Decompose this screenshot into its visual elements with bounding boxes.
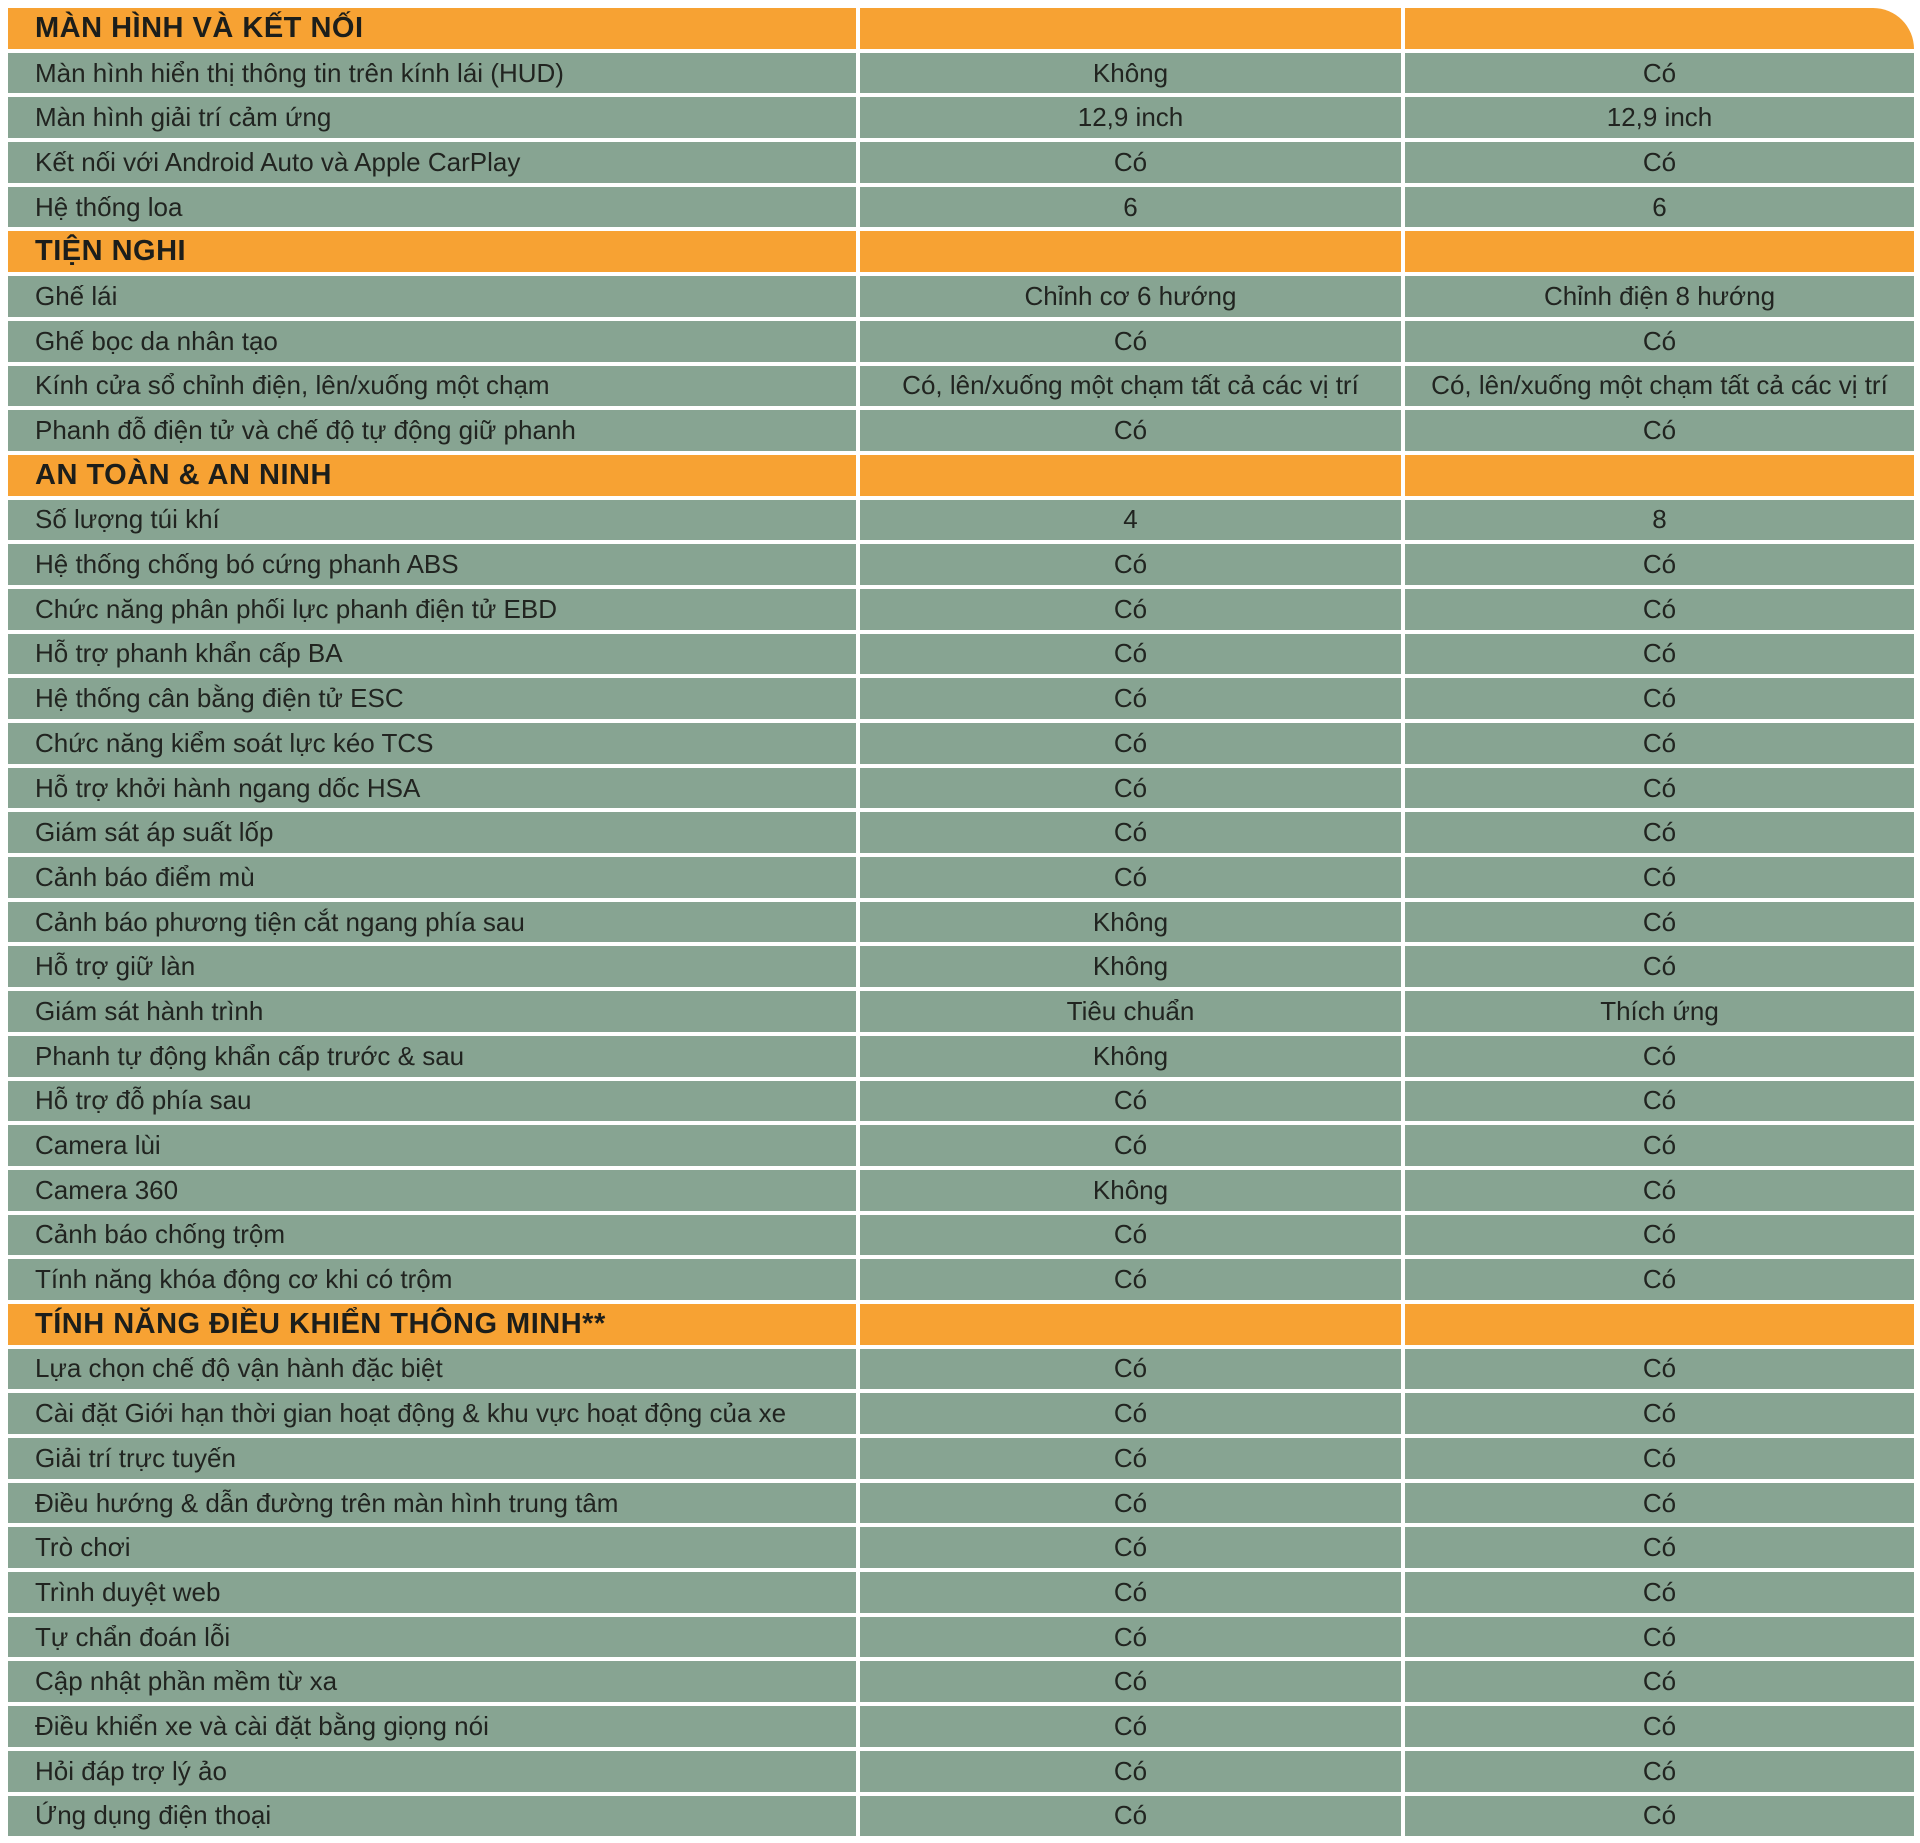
section-header-fill <box>1405 231 1914 272</box>
feature-label: Kết nối với Android Auto và Apple CarPlay <box>8 142 856 183</box>
variant-a-value: Có <box>860 1215 1401 1256</box>
feature-label: Hệ thống cân bằng điện tử ESC <box>8 678 856 719</box>
variant-a-value: Không <box>860 1170 1401 1211</box>
feature-label: Trình duyệt web <box>8 1572 856 1613</box>
section-header: MÀN HÌNH VÀ KẾT NỐI <box>8 8 856 49</box>
feature-label: Hỗ trợ đỗ phía sau <box>8 1081 856 1122</box>
variant-a-value: Không <box>860 53 1401 94</box>
section-header: TIỆN NGHI <box>8 231 856 272</box>
variant-b-value: Có <box>1405 321 1914 362</box>
variant-a-value: Không <box>860 946 1401 987</box>
section-header-fill <box>860 231 1401 272</box>
variant-b-value: Thích ứng <box>1405 991 1914 1032</box>
variant-a-value: Có <box>860 1259 1401 1300</box>
feature-label: Hệ thống chống bó cứng phanh ABS <box>8 544 856 585</box>
variant-a-value: Có <box>860 1349 1401 1390</box>
variant-a-value: Có <box>860 1617 1401 1658</box>
feature-label: Hỏi đáp trợ lý ảo <box>8 1751 856 1792</box>
variant-b-value: Có <box>1405 410 1914 451</box>
feature-label: Trò chơi <box>8 1527 856 1568</box>
variant-b-value: Có <box>1405 1438 1914 1479</box>
variant-b-value: Có <box>1405 544 1914 585</box>
variant-a-value: Có <box>860 142 1401 183</box>
variant-b-value: Có <box>1405 1483 1914 1524</box>
variant-b-value: 8 <box>1405 500 1914 541</box>
variant-a-value: Có <box>860 544 1401 585</box>
feature-label: Tính năng khóa động cơ khi có trộm <box>8 1259 856 1300</box>
variant-a-value: Có <box>860 812 1401 853</box>
section-header-fill <box>860 455 1401 496</box>
variant-b-value: Có <box>1405 1661 1914 1702</box>
feature-label: Chức năng kiểm soát lực kéo TCS <box>8 723 856 764</box>
feature-label: Ghế lái <box>8 276 856 317</box>
variant-a-value: Có <box>860 1572 1401 1613</box>
variant-a-value: Có <box>860 321 1401 362</box>
variant-a-value: 4 <box>860 500 1401 541</box>
section-header-fill <box>1405 1304 1914 1345</box>
feature-label: Hỗ trợ khởi hành ngang dốc HSA <box>8 768 856 809</box>
variant-b-value: Có <box>1405 1572 1914 1613</box>
feature-label: Hỗ trợ giữ làn <box>8 946 856 987</box>
section-header: TÍNH NĂNG ĐIỀU KHIỂN THÔNG MINH** <box>8 1304 856 1345</box>
variant-a-value: 12,9 inch <box>860 97 1401 138</box>
variant-a-value: Không <box>860 902 1401 943</box>
feature-label: Cảnh báo phương tiện cắt ngang phía sau <box>8 902 856 943</box>
section-header-fill <box>1405 455 1914 496</box>
feature-label: Ứng dụng điện thoại <box>8 1796 856 1837</box>
feature-label: Hỗ trợ phanh khẩn cấp BA <box>8 634 856 675</box>
section-header-fill <box>860 1304 1401 1345</box>
feature-label: Tự chẩn đoán lỗi <box>8 1617 856 1658</box>
variant-b-value: Có <box>1405 1259 1914 1300</box>
variant-b-value: Có <box>1405 1617 1914 1658</box>
variant-b-value: Có <box>1405 902 1914 943</box>
variant-a-value: Có <box>860 857 1401 898</box>
variant-b-value: Có <box>1405 946 1914 987</box>
variant-b-value: Có <box>1405 1349 1914 1390</box>
feature-label: Camera 360 <box>8 1170 856 1211</box>
variant-a-value: Không <box>860 1036 1401 1077</box>
feature-label: Cập nhật phần mềm từ xa <box>8 1661 856 1702</box>
feature-label: Hệ thống loa <box>8 187 856 228</box>
feature-label: Số lượng túi khí <box>8 500 856 541</box>
feature-label: Màn hình giải trí cảm ứng <box>8 97 856 138</box>
variant-b-value: Có <box>1405 1170 1914 1211</box>
variant-a-value: Có <box>860 1125 1401 1166</box>
variant-b-value: Có <box>1405 1527 1914 1568</box>
variant-b-value: 6 <box>1405 187 1914 228</box>
feature-label: Giải trí trực tuyến <box>8 1438 856 1479</box>
variant-a-value: Có <box>860 723 1401 764</box>
feature-label: Điều khiển xe và cài đặt bằng giọng nói <box>8 1706 856 1747</box>
variant-b-value: Có <box>1405 1796 1914 1837</box>
variant-b-value: Có <box>1405 857 1914 898</box>
feature-label: Camera lùi <box>8 1125 856 1166</box>
variant-a-value: Có <box>860 1483 1401 1524</box>
variant-b-value: 12,9 inch <box>1405 97 1914 138</box>
variant-a-value: Có <box>860 410 1401 451</box>
variant-a-value: Có <box>860 1796 1401 1837</box>
variant-b-value: Có <box>1405 1393 1914 1434</box>
variant-a-value: Có <box>860 1751 1401 1792</box>
feature-label: Phanh đỗ điện tử và chế độ tự động giữ phanh <box>8 410 856 451</box>
feature-label: Cảnh báo điểm mù <box>8 857 856 898</box>
variant-b-value: Có <box>1405 589 1914 630</box>
feature-label: Lựa chọn chế độ vận hành đặc biệt <box>8 1349 856 1390</box>
variant-b-value: Có <box>1405 723 1914 764</box>
feature-label: Kính cửa sổ chỉnh điện, lên/xuống một chạm <box>8 366 856 407</box>
variant-b-value: Có, lên/xuống một chạm tất cả các vị trí <box>1405 366 1914 407</box>
feature-label: Cài đặt Giới hạn thời gian hoạt động & khu vực hoạt động của xe <box>8 1393 856 1434</box>
section-header-fill <box>1405 8 1914 49</box>
variant-a-value: Có <box>860 589 1401 630</box>
variant-a-value: Có <box>860 1393 1401 1434</box>
variant-b-value: Có <box>1405 142 1914 183</box>
variant-b-value: Có <box>1405 1081 1914 1122</box>
feature-label: Cảnh báo chống trộm <box>8 1215 856 1256</box>
variant-b-value: Có <box>1405 53 1914 94</box>
variant-a-value: Có, lên/xuống một chạm tất cả các vị trí <box>860 366 1401 407</box>
variant-b-value: Có <box>1405 1125 1914 1166</box>
variant-a-value: Chỉnh cơ 6 hướng <box>860 276 1401 317</box>
variant-a-value: Tiêu chuẩn <box>860 991 1401 1032</box>
feature-label: Giám sát hành trình <box>8 991 856 1032</box>
feature-label: Điều hướng & dẫn đường trên màn hình trung tâm <box>8 1483 856 1524</box>
variant-b-value: Có <box>1405 1036 1914 1077</box>
feature-label: Ghế bọc da nhân tạo <box>8 321 856 362</box>
spec-table <box>8 8 1914 1836</box>
feature-label: Phanh tự động khẩn cấp trước & sau <box>8 1036 856 1077</box>
feature-label: Chức năng phân phối lực phanh điện tử EBD <box>8 589 856 630</box>
variant-b-value: Có <box>1405 634 1914 675</box>
section-header-fill <box>860 8 1401 49</box>
variant-a-value: Có <box>860 678 1401 719</box>
variant-b-value: Chỉnh điện 8 hướng <box>1405 276 1914 317</box>
variant-b-value: Có <box>1405 1751 1914 1792</box>
variant-a-value: Có <box>860 1661 1401 1702</box>
feature-label: Giám sát áp suất lốp <box>8 812 856 853</box>
variant-a-value: Có <box>860 768 1401 809</box>
section-header: AN TOÀN & AN NINH <box>8 455 856 496</box>
variant-b-value: Có <box>1405 1706 1914 1747</box>
variant-a-value: Có <box>860 1527 1401 1568</box>
variant-b-value: Có <box>1405 1215 1914 1256</box>
variant-a-value: Có <box>860 634 1401 675</box>
variant-b-value: Có <box>1405 812 1914 853</box>
variant-b-value: Có <box>1405 678 1914 719</box>
variant-a-value: Có <box>860 1706 1401 1747</box>
variant-a-value: Có <box>860 1438 1401 1479</box>
variant-a-value: Có <box>860 1081 1401 1122</box>
variant-b-value: Có <box>1405 768 1914 809</box>
feature-label: Màn hình hiển thị thông tin trên kính lái (HUD) <box>8 53 856 94</box>
variant-a-value: 6 <box>860 187 1401 228</box>
